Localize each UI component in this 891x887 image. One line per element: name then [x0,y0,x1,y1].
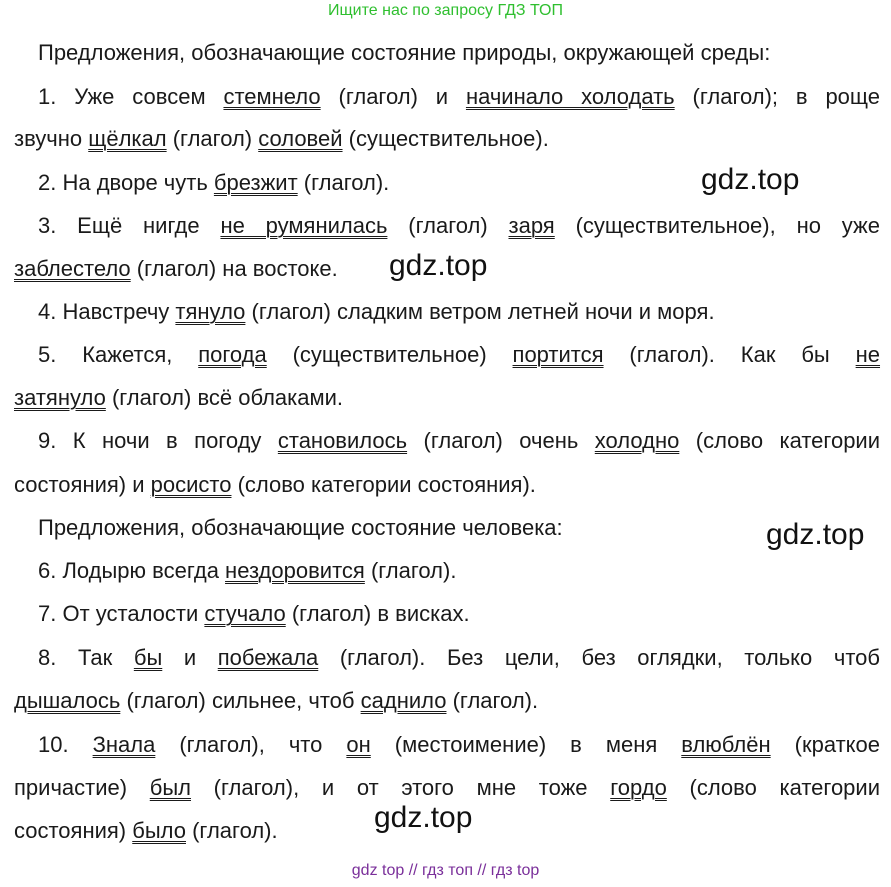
text: (глагол) и [320,84,466,109]
sentence-10-line-1 [38,732,880,758]
text: (глагол) всё облаками. [105,385,344,410]
text: (существительное), но уже [554,213,880,238]
sentence-1-line-1 [38,84,880,110]
predicate-word: не румянилась [220,213,388,238]
text: 4. Навстречу [38,299,176,324]
text: состояния) и [14,472,151,497]
predicate-word: бы [133,645,163,670]
predicate-word: заблестело [14,256,131,281]
text: (местоимение) в меня [370,732,682,757]
text: причастие) [14,775,150,800]
text: (слово категории состояния). [231,472,536,497]
search-banner: Ищите нас по запросу ГДЗ ТОП [328,2,563,19]
predicate-word: было [132,818,186,843]
predicate-word: влюблён [681,732,771,757]
sentence-8-line-1 [38,645,880,671]
text: звучно [14,126,89,151]
text: (глагол). [297,170,390,195]
text: (глагол) сладким ветром летней ночи и моря. [245,299,715,324]
predicate-word: заря [508,213,555,238]
predicate-word: дышалось [14,688,121,713]
sentence-8-line-2 [14,688,880,714]
sentence-7 [38,601,880,627]
text: состояния) [14,818,133,843]
sentence-5-line-1 [38,342,880,368]
text: (глагол) на востоке. [130,256,338,281]
text: 7. От усталости [38,601,205,626]
predicate-word: холодно [594,428,680,453]
predicate-word: соловей [258,126,343,151]
text: (краткое [770,732,880,757]
text: (глагол), что [155,732,347,757]
text: 10. [38,732,93,757]
text: (глагол). Как бы [603,342,856,367]
predicate-word: щёлкал [88,126,167,151]
predicate-word: нездоровится [225,558,365,583]
text: (глагол). [364,558,457,583]
predicate-word: саднило [360,688,447,713]
predicate-word: тянуло [175,299,246,324]
sentence-5-line-2 [14,385,880,411]
predicate-word: побежала [217,645,319,670]
text: (глагол) очень [407,428,595,453]
predicate-word: портится [512,342,604,367]
sentence-9-line-2 [14,472,880,498]
text: (глагол). Без цели, без оглядки, только чтоб [318,645,880,670]
sentence-4 [38,299,880,325]
text: 2. На дворе чуть [38,170,214,195]
text: (глагол) [166,126,259,151]
watermark: gdz.top [701,163,800,196]
predicate-word: брезжит [213,170,298,195]
text: (глагол). [185,818,278,843]
text: 9. К ночи в погоду [38,428,278,453]
watermark: gdz.top [389,249,488,282]
text: (существительное) [266,342,513,367]
text: 3. Ещё нигде [38,213,221,238]
watermark: gdz.top [374,801,473,834]
text: 8. Так [38,645,134,670]
footer-text: gdz top // гдз топ // гдз top [351,862,540,879]
sentence-9-line-1 [38,428,880,454]
predicate-word: был [149,775,191,800]
watermark: gdz.top [766,518,865,551]
sentence-1-line-2 [14,126,880,152]
text: (глагол), и от этого мне тоже [191,775,611,800]
text: (глагол); в роще [674,84,881,109]
text: и [162,645,218,670]
predicate-word: погода [198,342,267,367]
text: (существительное). [342,126,549,151]
predicate-word: Знала [92,732,156,757]
text: 1. Уже совсем [38,84,224,109]
sentence-10-line-2 [14,775,880,801]
text: (глагол). [446,688,539,713]
section-heading-human: Предложения, обозначающие состояние человека: [38,515,563,540]
text: 5. Кажется, [38,342,199,367]
predicate-word: становилось [277,428,408,453]
predicate-word: гордо [610,775,667,800]
sentence-3-line-1 [38,213,880,239]
predicate-word: не [855,342,881,367]
sentence-6 [38,558,880,584]
predicate-word: затянуло [14,385,106,410]
text: (глагол) [387,213,509,238]
section-heading-nature: Предложения, обозначающие состояние природы, окружающей среды: [38,40,771,65]
text: 6. Лодырю всегда [38,558,226,583]
predicate-word: начинало холодать [465,84,675,109]
predicate-word: он [346,732,371,757]
text: (глагол) сильнее, чтоб [120,688,361,713]
predicate-word: росисто [150,472,232,497]
predicate-word: стучало [204,601,286,626]
text: (глагол) в висках. [285,601,470,626]
text: (слово категории [679,428,881,453]
predicate-word: стемнело [223,84,321,109]
text: (слово категории [666,775,880,800]
